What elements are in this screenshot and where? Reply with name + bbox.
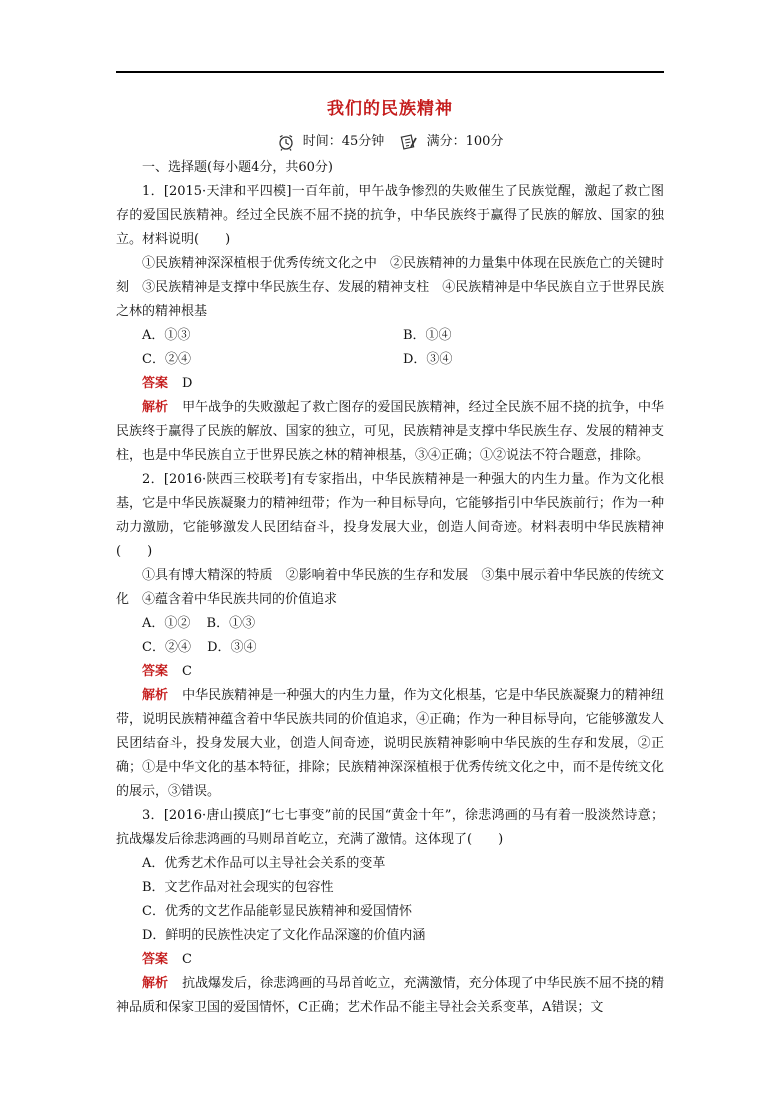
answer-value: C xyxy=(182,952,192,967)
option-a: A．①② xyxy=(142,616,191,631)
question-2-statements: ①具有博大精深的特质 ②影响着中华民族的生存和发展 ③集中展示着中华民族的传统文化 ④蕴含着中华民族共同的价值追求 xyxy=(116,568,664,607)
question-3-analysis xyxy=(116,972,664,1020)
question-2-answer xyxy=(116,660,664,684)
analysis-text: 甲午战争的失败激起了救亡图存的爱国民族精神，经过全民族不屈不挠的抗争，中华民族终于赢得了民族的解放、国家的独立，可见，民族精神是支撑中华民族生存、发展的精神支柱，也是中华民族自立于世界民族之林的精神根基，③④正确；①②说法不符合题意，排除。 xyxy=(116,400,664,463)
question-2-options-row-2 xyxy=(116,636,664,660)
analysis-text: 中华民族精神是一种强大的内生力量，作为文化根基，它是中华民族凝聚力的精神纽带，说明民族精神蕴含着中华民族共同的价值追求，④正确；作为一种目标导向，它能够激发人民团结奋斗，投身发展大业，创造人间奇迹，说明民族精神影响中华民族的生存和发展，②正确；①是中华文化的基本特征，排除；民族精神深深植根于优秀传统文化之中，而不是传统文化的展示，③错误。 xyxy=(116,688,664,799)
option-a: A．优秀艺术作品可以主导社会关系的变革 xyxy=(142,856,386,871)
analysis-label: 解析 xyxy=(142,400,169,415)
question-2-analysis xyxy=(116,684,664,804)
option-c: C．②④ xyxy=(142,640,191,655)
analysis-label: 解析 xyxy=(142,976,169,991)
question-1-analysis xyxy=(116,396,664,468)
answer-label: 答案 xyxy=(142,664,169,679)
time-info xyxy=(277,130,385,151)
time-label: 时间：45分钟 xyxy=(302,134,385,149)
option-b: B．①④ xyxy=(403,328,452,343)
answer-value: C xyxy=(182,664,192,679)
option-a: A．①③ xyxy=(142,328,191,343)
answer-label: 答案 xyxy=(142,952,169,967)
score-info xyxy=(400,130,503,151)
option-d: D．鲜明的民族性决定了文化作品深邃的价值内涵 xyxy=(142,928,426,943)
analysis-text: 抗战爆发后，徐悲鸿画的马昂首屹立，充满激情，充分体现了中华民族不屈不挠的精神品质和保家卫国的爱国情怀，C正确；艺术作品不能主导社会关系变革，A错误；文 xyxy=(116,976,664,1015)
option-d: D．③④ xyxy=(207,640,257,655)
answer-label: 答案 xyxy=(142,376,169,391)
option-b: B．①③ xyxy=(206,616,256,631)
answer-value: D xyxy=(182,376,193,391)
question-2-options-row-1 xyxy=(116,612,664,636)
question-1-answer xyxy=(116,372,664,396)
question-1-options-row-1 xyxy=(116,324,664,348)
question-3-stem: 3．[2016·唐山摸底]“七七事变”前的民国“黄金十年”，徐悲鸿画的马有着一股淡然诗意；抗战爆发后徐悲鸿画的马则昂首屹立，充满了激情。这体现了( ) xyxy=(116,808,664,847)
alarm-clock-icon xyxy=(277,133,295,151)
option-d: D．③④ xyxy=(403,352,453,367)
option-c: C．优秀的文艺作品能彰显民族精神和爱国情怀 xyxy=(142,904,412,919)
question-1-options-row-2 xyxy=(116,348,664,372)
analysis-label: 解析 xyxy=(142,688,169,703)
question-1-statements: ①民族精神深深植根于优秀传统文化之中 ②民族精神的力量集中体现在民族危亡的关键时刻 ③民族精神是支撑中华民族生存、发展的精神支柱 ④民族精神是中华民族自立于世界民族之林的精神根基 xyxy=(116,256,664,319)
top-rule xyxy=(116,71,664,73)
score-label: 满分：100分 xyxy=(426,134,504,149)
exam-content xyxy=(116,156,664,1020)
option-c: C．②④ xyxy=(142,352,191,367)
page-title: 我们的民族精神 xyxy=(327,99,453,119)
paper-pencil-icon xyxy=(400,133,418,151)
question-2-stem: 2．[2016·陕西三校联考]有专家指出，中华民族精神是一种强大的内生力量。作为文化根基，它是中华民族凝聚力的精神纽带；作为一种目标导向，它能够指引中华民族前行；作为一种动力激励，它能够激发人民团结奋斗，投身发展大业，创造人间奇迹。材料表明中华民族精神( ) xyxy=(116,472,664,559)
option-b: B．文艺作品对社会现实的包容性 xyxy=(142,880,334,895)
section-heading: 一、选择题(每小题4分，共60分) xyxy=(142,160,333,175)
question-1-stem: 1．[2015·天津和平四模]一百年前，甲午战争惨烈的失败催生了民族觉醒，激起了救亡图存的爱国民族精神。经过全民族不屈不挠的抗争，中华民族终于赢得了民族的解放、国家的独立。材料说明( ) xyxy=(116,184,664,247)
question-3-answer xyxy=(116,948,664,972)
exam-meta xyxy=(0,130,780,151)
